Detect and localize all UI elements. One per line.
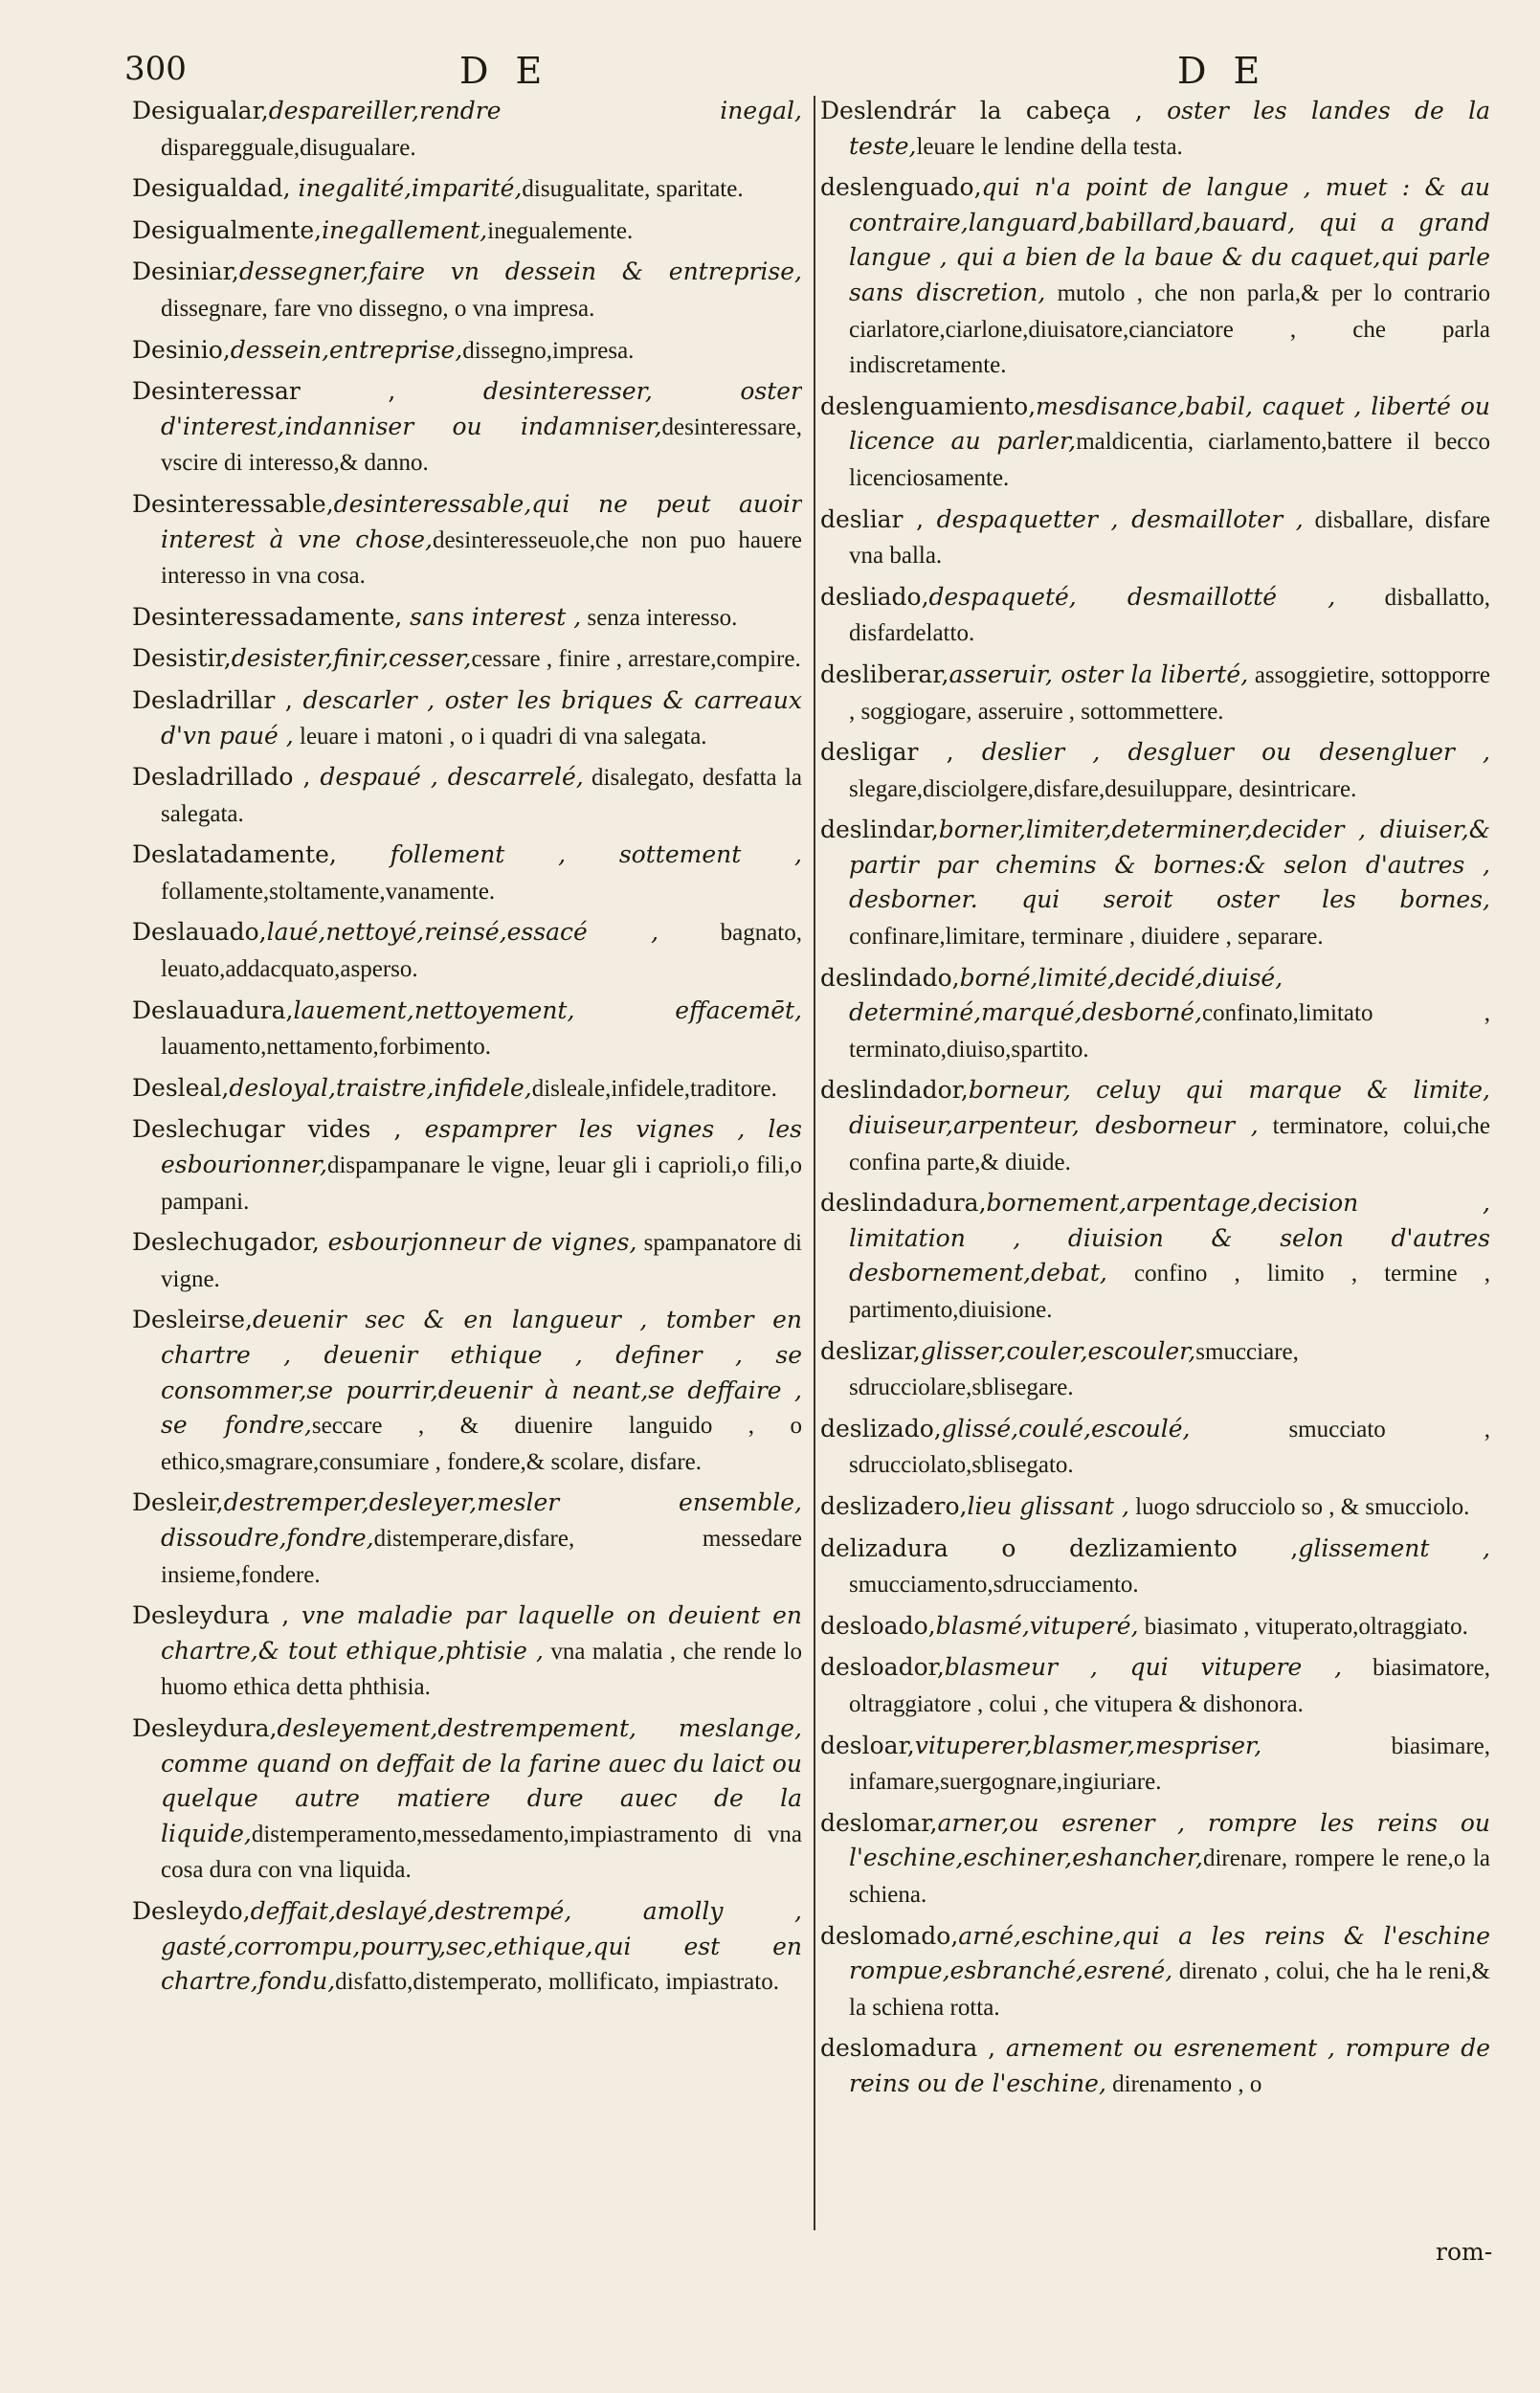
dictionary-entry [820, 813, 1490, 954]
entry-headword: deslomar, [820, 1808, 938, 1837]
entry-french: blasmeur , qui vitupere , [944, 1653, 1343, 1682]
entry-italian: confino , limito , termine , partimento,diuisione. [849, 1261, 1490, 1323]
entry-headword: deslindadura, [820, 1189, 987, 1218]
dictionary-entry [132, 487, 802, 594]
entry-headword: Desiniar, [132, 257, 239, 286]
entry-french: glissé,coulé,escoulé, [941, 1414, 1191, 1443]
entry-french: glissement , [1298, 1533, 1490, 1562]
entry-headword: desloar, [820, 1731, 915, 1759]
running-head-right: D E [1177, 50, 1268, 92]
entry-french: despaqueté, desmaillotté , [928, 582, 1336, 611]
entry-italian: disfatto,distemperato, mollificato, impiastrato. [335, 1969, 779, 1996]
dictionary-entry [132, 1225, 802, 1297]
entry-french: asseruir, oster la liberté, [949, 660, 1249, 688]
dictionary-entry [132, 374, 802, 481]
entry-french: descarler , oster les briques & carreaux d'vn paué , [161, 685, 802, 749]
dictionary-entry [132, 1486, 802, 1593]
catchword: rom- [1436, 2238, 1493, 2266]
dictionary-entry [132, 683, 802, 754]
left-column [132, 94, 802, 2238]
entry-french: arner,ou esrener , rompre les reins ou l'eschine,eschiner,eshancher, [849, 1808, 1490, 1872]
entry-italian: smucciare, sdrucciolare,sblisegare. [849, 1338, 1299, 1401]
entry-headword: Desleir, [132, 1488, 224, 1517]
entry-italian: seccare , & diuenire languido , o ethico,smagrare,consumiare , fondere,& scolare, disfare. [161, 1413, 802, 1475]
entry-italian: terminatore, colui,che confina parte,& diuide. [849, 1113, 1490, 1175]
entry-headword: Deslechugador, [132, 1228, 320, 1257]
dictionary-entry [132, 600, 802, 637]
dictionary-entry [820, 1806, 1490, 1913]
entry-french: desinteressable,qui ne peut auoir interest à vne chose, [161, 489, 802, 553]
entry-italian: direnamento , o [1105, 2070, 1262, 2097]
entry-french: oster les landes de la teste, [849, 97, 1490, 160]
entry-italian: confinato,limitato , terminato,diuiso,spartito. [849, 1000, 1490, 1062]
entry-italian: smucciato , sdrucciolato,sblisegato. [849, 1416, 1490, 1479]
entry-headword: Desigualmente, [132, 215, 323, 244]
entry-headword: Desigualar, [132, 97, 269, 124]
entry-french: desister,finir,cesser, [231, 644, 472, 673]
entry-italian: senza interesso. [581, 604, 738, 631]
dictionary-entry [132, 333, 802, 369]
dictionary-entry [132, 1303, 802, 1480]
entry-italian: luogo sdrucciolo so , & smucciolo. [1128, 1493, 1470, 1520]
entry-italian: distemperamento,messedamento,impiastramento di vna cosa dura con vna liquida. [161, 1821, 802, 1884]
entry-italian: disalegato, desfatta la salegata. [161, 765, 802, 827]
entry-headword: Desleal, [132, 1073, 230, 1102]
entry-headword: Desleydura , [132, 1601, 290, 1630]
page-header [0, 50, 1540, 98]
dictionary-entry [132, 994, 802, 1065]
entry-italian: mutolo , che non parla,& per lo contrario ciarlatore,ciarlone,diuisatore,cianciatore , che parla indiscretamente. [849, 280, 1490, 379]
entry-headword: Deslatadamente, [132, 840, 337, 869]
entry-italian: leuare le lendine della testa. [916, 133, 1183, 160]
dictionary-entry [820, 1073, 1490, 1180]
entry-french: borneur, celuy qui marque & limite, diuiseur,arpenteur, desborneur , [849, 1076, 1490, 1140]
entry-italian: bagnato, leuato,addacquato,asperso. [161, 920, 802, 983]
entry-italian: lauamento,nettamento,forbimento. [161, 1034, 492, 1061]
entry-headword: desloador, [820, 1653, 945, 1682]
dictionary-entry [820, 1532, 1490, 1603]
entry-french: borner,limiter,determiner,decider , diuiser,& partir par chemins & bornes:& selon d'autres , desborner. qui seroit oster les bornes, [849, 816, 1490, 914]
entry-italian: disballatto, disfardelatto. [849, 584, 1490, 647]
entry-headword: Desinteressable, [132, 489, 334, 518]
entry-italian: slegare,disciolgere,disfare,desuiluppare, desintricare. [849, 775, 1357, 802]
entry-headword: Desinteressar , [132, 377, 396, 406]
entry-italian: direnare, rompere le rene,o la schiena. [849, 1845, 1490, 1908]
entry-headword: Desistir, [132, 644, 232, 673]
entry-italian: inegualemente. [487, 217, 634, 244]
entry-italian: disugualitate, sparitate. [522, 176, 744, 203]
dictionary-entry [820, 1412, 1490, 1484]
entry-french: despaquetter , desmailloter , [924, 504, 1304, 533]
entry-french: desleyement,destrempement, meslange, comme quand on deffait de la farine auec du laict ou quelque autre matiere dure auec de la liquide, [161, 1713, 802, 1847]
entry-italian: maldicentia, ciarlamento,battere il becco licenciosamente. [849, 429, 1490, 491]
dictionary-entry [820, 1729, 1490, 1800]
entry-french: vne maladie par laquelle on deuient en chartre,& tout ethique,phtisie , [161, 1601, 802, 1665]
entry-italian: cessare , finire , arrestare,compire. [471, 646, 801, 673]
entry-italian: dissegnare, fare vno dissegno, o vna impresa. [161, 295, 595, 322]
entry-italian: disparegguale,disugualare. [161, 134, 416, 161]
page-number: 300 [124, 50, 187, 88]
entry-french: esbourjonneur de vignes, [319, 1228, 637, 1257]
entry-french: glisser,couler,escouler, [920, 1336, 1196, 1365]
entry-french: desloyal,traistre,infidele, [229, 1073, 532, 1102]
entry-headword: desliar , [820, 504, 925, 533]
entry-headword: desligar , [820, 738, 954, 767]
entry-french: mesdisance,babil, caquet , liberté ou licence au parler, [849, 391, 1490, 456]
dictionary-entry [132, 1599, 802, 1706]
entry-french: follement , sottement , [336, 840, 802, 869]
entry-french: despareiller,rendre inegal, [268, 97, 802, 124]
entry-italian: disleale,infidele,traditore. [531, 1075, 777, 1102]
entry-headword: deslindar, [820, 816, 939, 844]
entry-headword: desloado, [820, 1611, 936, 1640]
dictionary-entry [132, 255, 802, 326]
entry-headword: Deslauado, [132, 918, 267, 947]
entry-headword: deslomadura , [820, 2034, 996, 2063]
dictionary-entry [820, 1186, 1490, 1328]
entry-italian: vna malatia , che rende lo huomo ethica detta phthisia. [161, 1638, 802, 1701]
dictionary-entry [820, 1609, 1490, 1645]
dictionary-entry [820, 170, 1490, 384]
entry-headword: deslomado, [820, 1921, 959, 1950]
entry-french: lieu glissant , [967, 1491, 1129, 1520]
entry-italian: desinteresseuole,che non puo hauere interesso in vna cosa. [161, 526, 802, 590]
entry-french: espamprer les vignes , les esbourionner, [161, 1115, 802, 1179]
entry-french: despaué , descarrelé, [310, 763, 584, 792]
entry-headword: deslenguado, [820, 173, 982, 202]
entry-french: dessein,entreprise, [230, 335, 463, 364]
dictionary-entry [132, 171, 802, 208]
entry-headword: Desladrillar , [132, 685, 293, 714]
entry-italian: disballare, disfare vna balla. [849, 506, 1490, 570]
running-head-left: D E [459, 50, 550, 92]
entry-italian: biasimare, infamare,suergognare,ingiuriare. [849, 1733, 1490, 1796]
entry-headword: deslenguamiento, [820, 391, 1037, 420]
dictionary-entry [132, 760, 802, 832]
entry-headword: deslizado, [820, 1414, 942, 1443]
entry-headword: Deslauadura, [132, 995, 294, 1024]
entry-headword: desliado, [820, 582, 929, 611]
dictionary-entry [820, 658, 1490, 729]
column-divider [814, 96, 815, 2230]
entry-headword: deslindador, [820, 1076, 969, 1105]
entry-french: deffait,deslayé,destrempé, amolly , gasté,corrompu,pourry,sec,ethique,qui est en chartre,fondu, [161, 1896, 802, 1996]
entry-french: lauement,nettoyement, effacemēt, [293, 995, 802, 1024]
dictionary-entry [132, 641, 802, 678]
entry-italian: dispampanare le vigne, leuar gli i caprioli,o fili,o pampani. [161, 1152, 802, 1215]
entry-french: deuenir sec & en langueur , tomber en chartre , deuenir ethique , definer , se consommer,se pourrir,deuenir à neant,se deffaire , se fondre, [161, 1306, 802, 1440]
dictionary-entry [820, 390, 1490, 497]
entry-italian: direnato , colui, che ha le reni,& la schiena rotta. [849, 1958, 1490, 2021]
entry-french: arné,eschine,qui a les reins & l'eschine rompue,esbranché,esrené, [849, 1921, 1490, 1985]
entry-headword: Desinteressadamente, [132, 602, 403, 631]
entry-headword: Desleirse, [132, 1306, 253, 1334]
entry-headword: deslindado, [820, 963, 960, 992]
dictionary-entry [820, 735, 1490, 807]
dictionary-entry [132, 1894, 802, 2001]
entry-headword: deslizadero, [820, 1491, 968, 1520]
entry-french: destremper,desleyer,mesler ensemble, dissoudre,fondre, [161, 1488, 802, 1552]
entry-french: deslier , desgluer ou desengluer , [953, 738, 1490, 767]
entry-french: sans interest , [402, 602, 582, 631]
dictionary-entry [132, 1071, 802, 1107]
dictionary-entry [132, 94, 802, 166]
entry-italian: distemperare,disfare, messedare insieme,fondere. [161, 1525, 802, 1588]
dictionary-entry [132, 838, 802, 909]
dictionary-entry [820, 1489, 1490, 1526]
entry-french: inegallement, [322, 215, 488, 244]
entry-italian: spampanatore di vigne. [161, 1230, 802, 1292]
dictionary-entry [820, 961, 1490, 1068]
entry-headword: deslizar, [820, 1336, 921, 1365]
entry-italian: dissegno,impresa. [462, 337, 635, 364]
entry-headword: Deslendrár la cabeça , [820, 97, 1143, 124]
entry-french: qui n'a point de langue , muet : & au contraire,languard,babillard,bauard, qui a grand langue , qui a bien de la baue & du caquet,qui parle sans discretion, [849, 173, 1490, 306]
entry-french: laué,nettoyé,reinsé,essacé , [266, 918, 659, 947]
dictionary-entry [820, 94, 1490, 165]
dictionary-entry [820, 1919, 1490, 2026]
entry-headword: delizadura o dezlizamiento , [820, 1533, 1299, 1562]
entry-italian: smucciamento,sdrucciamento. [849, 1572, 1139, 1599]
dictionary-entry [132, 915, 802, 987]
dictionary-entry [820, 580, 1490, 652]
dictionary-entry [132, 1112, 802, 1219]
dictionary-entry [820, 503, 1490, 574]
entry-french: inegalité,imparité, [290, 174, 523, 203]
entry-italian: leuare i matoni , o i quadri di vna salegata. [293, 723, 707, 749]
right-column [820, 94, 1490, 2238]
entry-headword: Desleydo, [132, 1896, 251, 1925]
entry-headword: Desladrillado , [132, 763, 311, 792]
entry-headword: Desinio, [132, 335, 231, 364]
entry-italian: biasimato , vituperato,oltraggiato. [1138, 1613, 1468, 1640]
entry-headword: Desigualdad, [132, 174, 291, 203]
entry-french: borné,limité,decidé,diuisé, determiné,marqué,desborné, [849, 963, 1283, 1027]
entry-french: bornement,arpentage,decision , limitation , diuision & selon d'autres desbornement,debat, [849, 1189, 1490, 1287]
entry-french: dessegner,faire vn dessein & entreprise, [238, 257, 802, 286]
dictionary-entry [132, 213, 802, 250]
dictionary-entry [820, 2031, 1490, 2102]
entry-headword: Desleydura, [132, 1713, 278, 1742]
entry-italian: assoggietire, sottopporre , soggiogare, asseruire , sottommettere. [849, 661, 1490, 725]
entry-italian: biasimatore, oltraggiatore , colui , che vitupera & dishonora. [849, 1655, 1490, 1717]
entry-italian: confinare,limitare, terminare , diuidere , separare. [849, 924, 1324, 950]
dictionary-entry [820, 1334, 1490, 1406]
entry-french: arnement ou esrenement , rompure de reins ou de l'eschine, [849, 2034, 1490, 2097]
entry-french: blasmé,vituperé, [935, 1611, 1139, 1640]
entry-french: vituperer,blasmer,mespriser, [914, 1731, 1262, 1759]
dictionary-entry [132, 1711, 802, 1889]
entry-italian: desinteressare, vscire di interesso,& danno. [161, 414, 802, 477]
entry-italian: follamente,stoltamente,vanamente. [161, 878, 496, 905]
entry-french: desinteresser, oster d'interest,indanniser ou indamniser, [161, 377, 802, 440]
dictionary-entry [820, 1650, 1490, 1722]
entry-headword: Deslechugar vides , [132, 1115, 402, 1144]
entry-headword: desliberar, [820, 660, 949, 688]
